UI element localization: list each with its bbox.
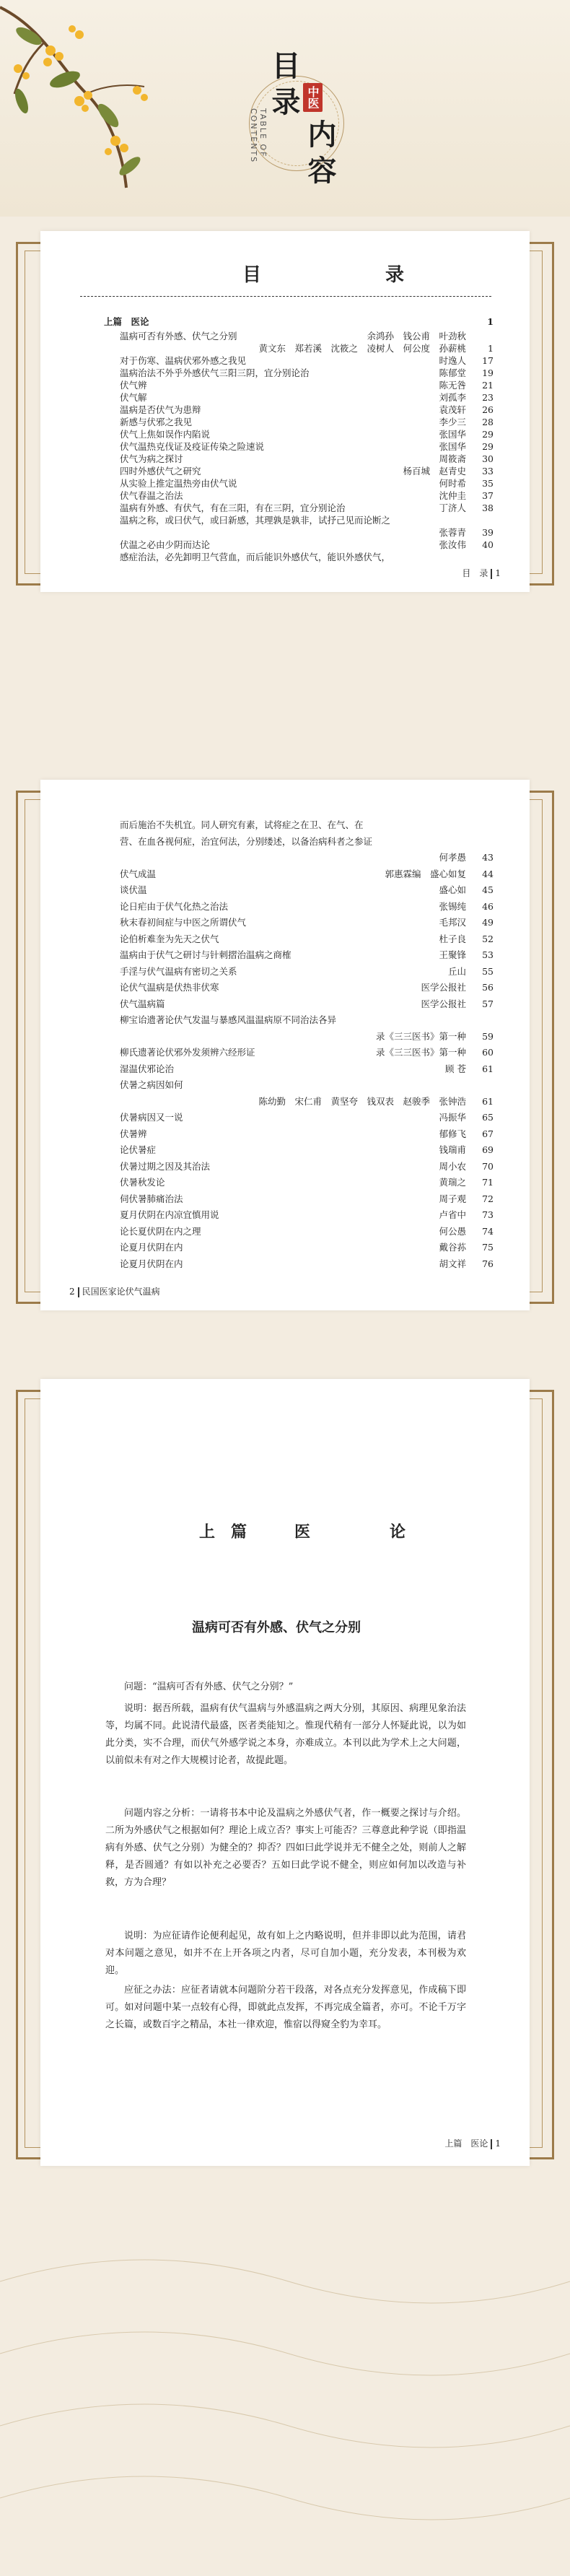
toc-entry-title: 温病可否有外感、伏气之分别 (120, 331, 237, 341)
hero-title-char: 容 (303, 155, 337, 186)
footer-divider (491, 569, 492, 579)
toc-entry-title: 对于伤寒、温病伏邪外感之我见 (120, 355, 247, 366)
toc-page-number: 71 (482, 1177, 494, 1188)
toc-entry-title: 论长夏伏阴在内之理 (120, 1225, 201, 1237)
title-rule (80, 296, 491, 297)
toc-entry-title: 论伯析难奎为先天之伏气 (120, 933, 219, 944)
toc-entry-author: 胡文祥 (439, 1258, 466, 1269)
toc-page-number: 23 (482, 392, 494, 403)
toc-page-number: 37 (482, 490, 494, 501)
toc-entry-title: 伏暑秋发论 (120, 1177, 165, 1188)
toc-entry-title: 温病有外感、有伏气，有在三阳，有在三阴，宜分别论治 (120, 502, 346, 513)
toc-panel-1 (16, 231, 554, 592)
toc-entry-title: 伏暑过期之因及其治法 (120, 1160, 211, 1172)
toc-entry-author: 张国华 (439, 429, 466, 440)
toc-page-number: 26 (482, 404, 494, 415)
toc-entry-title: 伏气温热克伐证及疫证传染之险速说 (120, 441, 265, 452)
article-paragraph: 说明：据吾所载，温病有伏气温病与外感温病之两大分别，其原因、病理见象治法等，均属不同。此说清代最盛，医者类能知之。惟现代稍有一部分人怀疑此说，以为如此分类，实不合理，而伏气外感学说之本身，亦难成立。本刊以此为学术上之大问题，以前似未有对之作大规模讨论者，故提此题。 (105, 1703, 466, 1766)
toc-entry-author: 郭惠霖编 盛心如复 (385, 868, 466, 879)
toc-page-number: 75 (482, 1242, 494, 1253)
toc-entry-author: 何孝愚 (439, 852, 466, 863)
toc-entry-title: 伏气辨 (120, 380, 147, 391)
toc-page-number: 60 (482, 1047, 494, 1058)
toc-entry-title: 伏气温病篇 (120, 998, 165, 1009)
article-paragraph: 说明：为应征请作论便利起见，故有如上之内略说明，但并非即以此为范围，请君对本问题之意见，如并不在上开各项之内者，尽可自加小题，充分发表，本刊极为欢迎。 (105, 1931, 466, 1976)
toc-entry-title: 谈伏温 (120, 884, 147, 895)
toc-entry-title: 伺伏暑肺痛治法 (120, 1193, 183, 1204)
toc-entry-title: 伏气上焦如误作内陷说 (120, 429, 211, 440)
toc-entry-title: 论日疟由于伏气化热之治法 (120, 900, 229, 912)
toc-entry-author: 陈无咎 (439, 380, 466, 391)
toc-entry-author: 周小农 (439, 1160, 466, 1172)
toc-entry-title: 温病是否伏气为患辩 (120, 404, 201, 415)
toc-entry-title: 伏温之必由少阴而达论 (120, 539, 211, 550)
hero-title-char: 目 (267, 51, 301, 81)
toc-page-number: 29 (482, 441, 494, 452)
toc-page-number: 28 (482, 417, 494, 427)
toc-entry-author: 时逸人 (439, 355, 466, 366)
hero-title-char: 录 (267, 87, 301, 117)
bottom-pattern-icon (0, 2209, 570, 2576)
toc-entry-author: 周子观 (439, 1193, 466, 1204)
toc-entry-title: 温病由于伏气之研讨与针刺摺治温病之商榷 (120, 949, 291, 960)
toc-page-number: 56 (482, 982, 494, 993)
toc-entry-title: 四时外感伏气之研究 (120, 466, 201, 477)
toc-page-number: 72 (482, 1193, 494, 1204)
toc-entry-title: 伏气解 (120, 392, 147, 403)
toc-page-number: 43 (482, 852, 494, 863)
toc-page-number: 40 (482, 539, 494, 550)
toc-entry-author: 刘孤李 (439, 392, 466, 403)
toc-page-number: 1 (487, 316, 494, 327)
toc-entry-author: 戴谷荪 (439, 1242, 466, 1253)
toc-entry-author: 顾 苍 (445, 1063, 466, 1074)
toc-entry-author: 何时希 (439, 478, 466, 489)
toc-page-number: 17 (482, 355, 494, 366)
toc-entry-author: 张汝伟 (439, 539, 466, 550)
toc-entry-title: 论夏月伏阴在内 (120, 1258, 183, 1269)
toc-title: 目 录 (242, 264, 434, 286)
article-panel (16, 1379, 554, 2166)
toc-entry-title: 温病治法不外乎外感伏气三阳三阴，宜分别论治 (120, 367, 310, 378)
toc-entry-author: 黄瑞之 (439, 1177, 466, 1188)
toc-page-number: 21 (482, 380, 494, 391)
toc-entry-author: 毛邦汉 (439, 917, 466, 928)
toc-entry-title: 伏暑病因又一说 (120, 1112, 183, 1123)
toc-entry-author: 何公愚 (439, 1225, 466, 1237)
toc-page-number: 67 (482, 1128, 494, 1139)
toc-entry-title: 感症治法，必先卸明卫气营血，而后能识外感伏气，能识外感伏气， (120, 552, 391, 562)
toc-entry-author: 陈郁堂 (439, 367, 466, 378)
toc-panel-2 (16, 780, 554, 1310)
toc-page-number: 69 (482, 1144, 494, 1155)
footer-page: 1 (495, 2138, 501, 2149)
toc-entry-author: 张国华 (439, 441, 466, 452)
footer-page: 2 (69, 1287, 75, 1297)
toc-page-number: 30 (482, 453, 494, 464)
toc-entry-title: 伏气为病之探讨 (120, 453, 183, 464)
page-footer (444, 2137, 501, 2149)
toc-page-number: 59 (482, 1030, 494, 1042)
toc-entry-title: 论伏暑症 (120, 1144, 157, 1155)
hero-banner (0, 0, 570, 217)
toc-entry-author: 张蓉青 (439, 527, 466, 538)
osmanthus-branch-icon (0, 0, 159, 217)
toc-entry-author: 医学公报社 (421, 998, 466, 1009)
toc-entry-author: 郁修飞 (439, 1128, 466, 1139)
toc-entry-title: 柳氏遗著论伏邪外发须辨六经形证 (120, 1047, 255, 1058)
toc-entry-author: 黄文东 郑若溪 沈筱之 凌树人 何公度 孙薪桃 (258, 343, 466, 354)
page-footer (462, 567, 501, 579)
toc-entry-author: 王聚锋 (439, 949, 466, 960)
toc-entry-title: 湿温伏邪论治 (120, 1063, 175, 1074)
toc-page-number: 39 (482, 527, 494, 538)
toc-section-label: 上篇 医论 (104, 316, 149, 327)
toc-page-number: 19 (482, 367, 494, 378)
toc-page-number: 57 (482, 998, 494, 1009)
toc-entry-title: 而后施治不失机宜。同人研究有素，试将症之在卫、在气、在 (120, 819, 364, 830)
footer-label: 目 录 (462, 568, 488, 578)
toc-entry-author: 杜子良 (439, 933, 466, 944)
toc-entry-author: 录《三三医书》第一种 (375, 1047, 466, 1058)
toc-page-number: 73 (482, 1209, 494, 1220)
toc-page-number: 65 (482, 1112, 494, 1123)
toc-entry-author: 陈幼勤 宋仁甫 黄坚夸 钱双表 赵骏季 张钟浩 (258, 1095, 466, 1107)
red-seal: 中医 (303, 83, 323, 112)
article-title: 温病可否有外感、伏气之分别 (192, 1620, 361, 1635)
toc-page-number: 49 (482, 917, 494, 928)
toc-page-2 (40, 780, 530, 1310)
toc-page-number: 45 (482, 884, 494, 895)
footer-label: 上篇 医论 (444, 2138, 488, 2149)
toc-entry-author: 冯振华 (439, 1112, 466, 1123)
toc-entry-author: 卢省中 (439, 1209, 466, 1220)
hero-subtitle: TABLE OF CONTENTS (249, 108, 268, 164)
toc-entry-title: 论伏气温病是伏热非伏寒 (120, 982, 219, 993)
toc-page-number: 44 (482, 868, 494, 879)
toc-entry-author: 钱瑞甫 (439, 1144, 466, 1155)
toc-entry-title: 秋末春初间症与中医之所谓伏气 (120, 917, 247, 928)
toc-page-number: 38 (482, 502, 494, 513)
toc-page-number: 53 (482, 949, 494, 960)
toc-entry-title: 手淫与伏气温病有密切之关系 (120, 965, 237, 977)
page-footer (69, 1285, 160, 1297)
toc-page-number: 70 (482, 1160, 494, 1172)
section-title: 上篇 医 论 (199, 1523, 422, 1541)
footer-page: 1 (495, 568, 501, 578)
toc-entry-author: 杨百城 赵青史 (403, 466, 466, 477)
toc-entry-author: 医学公报社 (421, 982, 466, 993)
toc-page-number: 29 (482, 429, 494, 440)
toc-entry-author: 沈仲圭 (439, 490, 466, 501)
toc-entry-author: 丁济人 (439, 502, 466, 513)
toc-entry-title: 温病之称，或曰伏气，或曰新感，其理孰是孰非，试抒己见而论断之 (120, 515, 391, 526)
toc-entry-title: 论夏月伏阴在内 (120, 1242, 183, 1253)
toc-entry-title: 伏暑辨 (120, 1128, 147, 1139)
toc-entry-title: 营、在血各视何症，治宜何法，分别缕述，以备治病科者之参证 (120, 835, 373, 847)
footer-divider (491, 2139, 492, 2149)
toc-entry-title: 伏气成温 (120, 868, 157, 879)
toc-page-number: 74 (482, 1225, 494, 1237)
footer-label: 民国医家论伏气温病 (82, 1287, 160, 1297)
toc-entry-author: 张锡纯 (439, 900, 466, 912)
article-paragraph: 问题：“温病可否有外感、伏气之分别？” (124, 1681, 294, 1692)
toc-entry-author: 李少三 (439, 417, 466, 427)
article-paragraph: 问题内容之分析：一请将书本中论及温病之外感伏气者，作一概要之探讨与介绍。二所为外感伏气之根据如何？理论上成立否？事实上可能否？三尊意此种学说（即指温病有外感、伏气之分别）为健全的？抑否？四如曰此学说并无不健全之处，则前人之解释，是否圆通？有如以补充之必要否？五如曰此学说不健全，则应如何加以改造与补救，方为合理？ (105, 1808, 466, 1888)
article-page (40, 1379, 530, 2166)
toc-entry-title: 伏暑之病因如何 (120, 1079, 183, 1090)
toc-page-number: 52 (482, 933, 494, 944)
toc-page-number: 33 (482, 466, 494, 477)
toc-entry-title: 新感与伏邪之我见 (120, 417, 193, 427)
toc-page-1 (40, 231, 530, 592)
toc-entry-author: 录《三三医书》第一种 (375, 1030, 466, 1042)
toc-entry-author: 丘山 (447, 965, 466, 977)
toc-entry-author: 余鸿孙 钱公甫 叶劲秋 (367, 331, 466, 341)
toc-entry-title: 伏气春温之治法 (120, 490, 183, 501)
article-paragraph: 应征之办法：应征者请就本问题阶分若干段落，对各点充分发挥意见，作成稿下即可。如对问题中某一点较有心得，即就此点发挥，不再完成全篇者，亦可。不论千万字之长篇，或数百字之精品，本社一律欢迎，惟宿以得窥全豹为幸耳。 (105, 1985, 466, 2030)
toc-page-number: 46 (482, 900, 494, 912)
toc-entry-author: 盛心如 (439, 884, 466, 895)
toc-entry-author: 周筱斋 (439, 453, 466, 464)
toc-entry-author: 袁茂轩 (439, 404, 466, 415)
toc-entry-title: 夏月伏阴在内凉宜慎用说 (120, 1209, 219, 1220)
footer-divider (78, 1287, 79, 1297)
toc-page-number: 61 (482, 1063, 494, 1074)
hero-title-char: 内 (303, 119, 337, 149)
toc-entry-title: 从实验上推定温热旁由伏气说 (120, 478, 237, 489)
toc-page-number: 61 (482, 1095, 494, 1107)
toc-entry-title: 柳宝诒遗著论伏气发温与暴感风温温病原不同治法各异 (120, 1014, 337, 1025)
toc-page-number: 35 (482, 478, 494, 489)
toc-page-number: 76 (482, 1258, 494, 1269)
toc-page-number: 55 (482, 965, 494, 977)
toc-page-number: 1 (488, 343, 494, 354)
